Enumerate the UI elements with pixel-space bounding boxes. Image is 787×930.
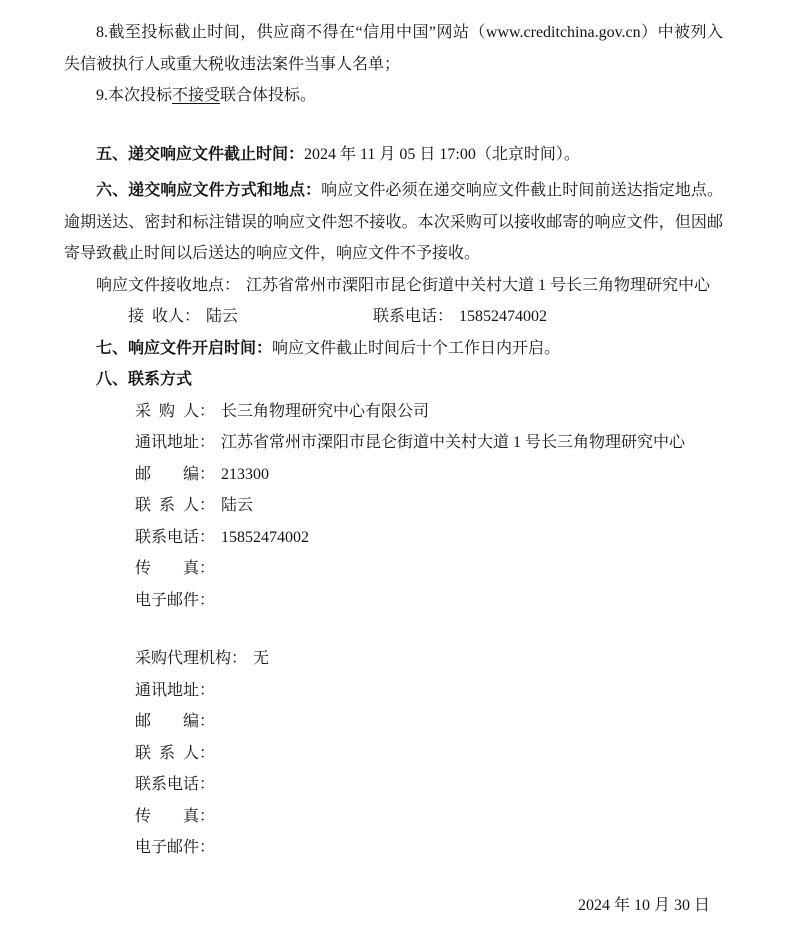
section-7-opening [64, 333, 723, 365]
field-value: 长三角物理研究中心有限公司 [221, 402, 430, 420]
agency-block [64, 643, 723, 864]
agency-phone-row [135, 769, 723, 801]
field-label: 传 真： [135, 560, 216, 577]
field-label: 联系电话： [135, 776, 216, 793]
field-value: 陆云 [221, 497, 254, 514]
agency-zipcode-row [135, 706, 723, 738]
purchaser-name-row [135, 396, 723, 428]
receiver-label: 接 收人： [128, 308, 201, 325]
purchaser-contact-row [135, 490, 723, 522]
receive-location-line [64, 270, 723, 302]
field-label: 联 系 人： [135, 497, 216, 514]
field-label: 通讯地址： [135, 434, 216, 451]
receiver-phone-label: 联系电话： [373, 308, 454, 325]
agency-contact-row [135, 738, 723, 770]
receive-location-value: 江苏省常州市溧阳市昆仑街道中关村大道 1 号长三角物理研究中心 [246, 276, 711, 294]
field-value: 无 [253, 650, 270, 667]
agency-name-row [135, 643, 723, 675]
purchaser-phone-row [135, 522, 723, 554]
receiver-value: 陆云 [206, 308, 239, 325]
section-7-heading: 七、响应文件开启时间： [96, 339, 273, 357]
field-label: 联系电话： [135, 528, 216, 546]
agency-fax-row [135, 801, 723, 833]
section-5-text: 2024 年 11 月 05 日 17:00（北京时间）。 [304, 145, 580, 163]
section-5-deadline [64, 139, 723, 171]
field-label: 电子邮件： [135, 839, 216, 856]
section-5-heading: 五、递交响应文件截止时间： [96, 145, 305, 163]
receiver-phone-group [373, 308, 547, 325]
field-label: 电子邮件： [135, 591, 216, 609]
agency-email-row [135, 832, 723, 864]
field-label: 联 系 人： [135, 744, 216, 762]
section-6-heading: 六、递交响应文件方式和地点： [96, 182, 322, 199]
field-label: 传 真： [135, 807, 216, 825]
field-label: 采 购 人： [135, 402, 216, 420]
field-label: 邮 编： [135, 465, 216, 483]
receive-location-label: 响应文件接收地点： [96, 276, 241, 294]
field-value: 15852474002 [221, 528, 310, 546]
purchaser-zipcode-row [135, 459, 723, 491]
purchaser-email-row [135, 585, 723, 617]
paragraph-item-9 [64, 80, 723, 112]
agency-address-row [135, 675, 723, 707]
receiver-line [64, 301, 723, 333]
field-value: 213300 [221, 465, 270, 483]
section-8-heading: 八、联系方式 [96, 371, 193, 388]
section-7-text: 响应文件截止时间后十个工作日内开启。 [272, 339, 561, 357]
receiver-group [96, 301, 373, 333]
section-6-text: 响应文件必须在递交响应文件截止时间前送达指定地点。逾期送达、密封和标注错误的响应文件恕不接收。本次采购可以接收邮寄的响应文件，但因邮寄导致截止时间以后送达的响应文件，响应文件不予接收。 [64, 182, 723, 262]
item9-prefix: 9.本次投标 [96, 87, 173, 104]
section-8-contact [64, 364, 723, 396]
section-6-delivery [64, 175, 723, 270]
purchaser-address-row [135, 427, 723, 459]
item9-suffix: 联合体投标。 [220, 87, 317, 104]
paragraph-item-8: 8.截至投标截止时间，供应商不得在“信用中国”网站（www.creditchina.gov.cn）中被列入失信被执行人或重大税收违法案件当事人名单； [64, 24, 723, 73]
field-label: 采购代理机构： [135, 650, 248, 667]
purchaser-fax-row [135, 553, 723, 585]
item9-underlined-text: 不接受 [172, 87, 221, 104]
field-label: 通讯地址： [135, 681, 216, 699]
field-value: 江苏省常州市溧阳市昆仑街道中关村大道 1 号长三角物理研究中心 [221, 434, 686, 451]
purchaser-block [64, 396, 723, 617]
document-date: 2024 年 10 月 30 日 [577, 896, 710, 914]
field-label: 邮 编： [135, 713, 216, 730]
receiver-phone-value: 15852474002 [459, 308, 548, 325]
